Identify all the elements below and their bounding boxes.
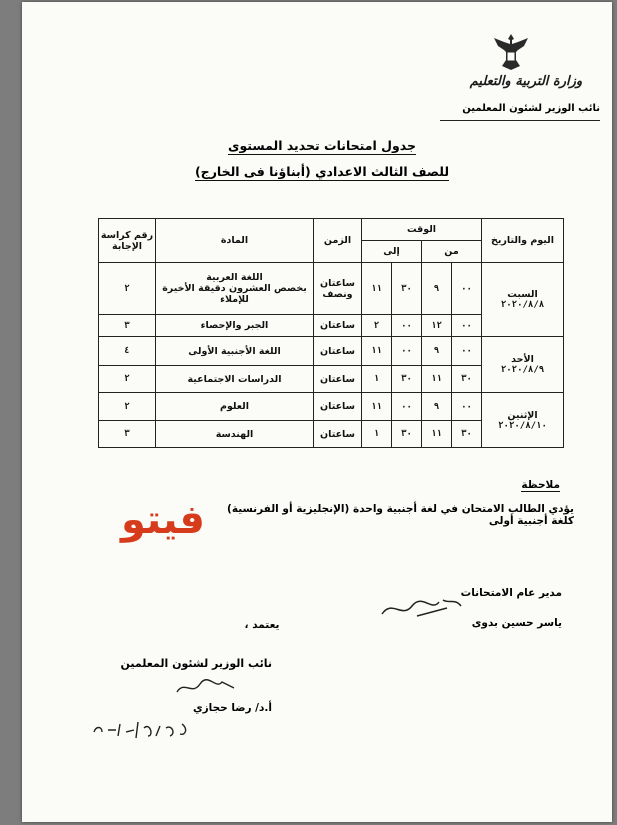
to-hour: ١١ [362,393,392,421]
duration-cell: ساعتان [314,393,362,421]
subject-cell: اللغة العربية بخصص العشرون دقيقة الأخيرة للإملاء [156,263,314,315]
duration-cell: ساعتان ونصف [314,263,362,315]
from-minute: ٣٠ [452,421,482,448]
duration-cell: ساعتان [314,315,362,337]
handwritten-date-icon [90,718,200,740]
to-hour: ١١ [362,337,392,366]
document-page [22,2,612,822]
header-duration: الزمن [314,219,362,263]
from-minute: ٠٠ [452,263,482,315]
from-minute: ٠٠ [452,393,482,421]
from-hour: ٩ [422,393,452,421]
table-row [99,337,564,366]
note-heading: ملاحظة [521,479,560,491]
to-minute: ٠٠ [392,393,422,421]
day-cell: الإثنين ٢٠٢٠/٨/١٠ [482,393,564,448]
booklet-cell: ٢ [99,393,156,421]
to-minute: ٣٠ [392,263,422,315]
table-row [99,263,564,315]
to-minute: ٠٠ [392,337,422,366]
from-minute: ٣٠ [452,366,482,393]
duration-cell: ساعتان [314,366,362,393]
to-hour: ١ [362,421,392,448]
watermark-logo: فيتو [121,497,205,543]
header-time: الوقت [362,219,482,241]
booklet-cell: ٣ [99,421,156,448]
duration-cell: ساعتان [314,421,362,448]
day-cell: السبت ٢٠٢٠/٨/٨ [482,263,564,337]
from-minute: ٠٠ [452,337,482,366]
duration-cell: ساعتان [314,337,362,366]
from-hour: ٩ [422,263,452,315]
booklet-cell: ٢ [99,366,156,393]
deputy-name: أ.د/ رضا حجازي [192,702,272,714]
to-minute: ٠٠ [392,315,422,337]
doc-title: جدول امتحانات تحديد المستوى [228,138,416,153]
subject-cell: الجبر والإحصاء [156,315,314,337]
booklet-cell: ٣ [99,315,156,337]
note-text: يؤدي الطالب الامتحان في لغة أجنبية واحدة (الإنجليزية أو الفرنسية) كلغة أجنبية أولى [227,503,574,527]
header-divider [440,120,600,121]
header-from: من [422,241,482,263]
from-hour: ٩ [422,337,452,366]
doc-subtitle: للصف الثالث الاعدادي (أبناؤنا فى الخارج) [194,164,450,179]
office-name: نائب الوزير لشئون المعلمين [462,103,600,114]
subject-cell: الهندسة [156,421,314,448]
header-day: اليوم والتاريخ [482,219,564,263]
eagle-emblem-icon [488,30,534,74]
table-row [99,393,564,421]
from-minute: ٠٠ [452,315,482,337]
from-hour: ١١ [422,421,452,448]
director-name: ياسر حسين بدوى [471,617,562,629]
to-hour: ١١ [362,263,392,315]
subject-cell: اللغة الأجنبية الأولى [156,337,314,366]
approve-label: يعتمد ، [244,619,280,631]
subject-cell: الدراسات الاجتماعية [156,366,314,393]
header-subject: المادة [156,219,314,263]
ministry-logo-text: وزارة التربية والتعليم [469,74,583,89]
from-hour: ١٢ [422,315,452,337]
deputy-title: نائب الوزير لشئون المعلمين [120,657,272,670]
to-hour: ٢ [362,315,392,337]
booklet-cell: ٤ [99,337,156,366]
schedule-table-wrap [98,218,564,448]
header-booklet: رقم كراسة الإجابة [99,219,156,263]
booklet-cell: ٢ [99,263,156,315]
day-cell: الأحد ٢٠٢٠/٨/٩ [482,337,564,393]
from-hour: ١١ [422,366,452,393]
deputy-signature-icon [172,674,242,700]
to-hour: ١ [362,366,392,393]
director-title: مدير عام الامتحانات [460,587,562,599]
schedule-table [98,218,564,448]
to-minute: ٣٠ [392,421,422,448]
to-minute: ٣٠ [392,366,422,393]
subject-cell: العلوم [156,393,314,421]
header-to: إلى [362,241,422,263]
